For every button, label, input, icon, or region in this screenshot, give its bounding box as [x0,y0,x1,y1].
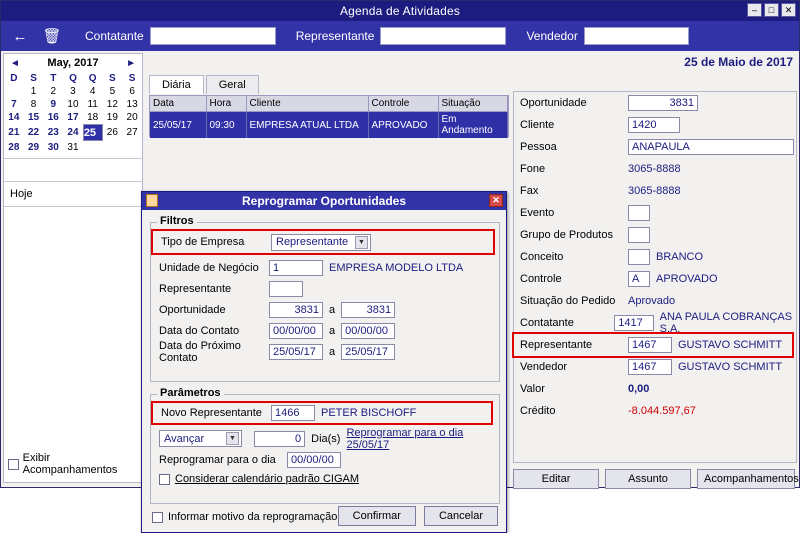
acompanhamentos-button[interactable]: Acompanhamentos [697,469,795,489]
acao-select[interactable] [159,430,242,447]
tipo-empresa-select[interactable] [271,234,371,251]
data-proximo-contato-label: Data do Próximo Contato [159,339,241,364]
novo-representante-row [153,403,491,423]
acao-value: Avançar [164,432,205,445]
calendar-day[interactable]: 29 [27,142,40,153]
dias-input[interactable]: 0 [254,431,305,447]
calendar-week [4,85,142,98]
field-label: Crédito [520,405,556,417]
field-value[interactable] [628,249,650,265]
dialog-icon [146,194,158,207]
calendar-day[interactable]: 5 [109,86,116,97]
field-value[interactable]: 1467 [628,359,672,375]
field-contatante [514,312,796,334]
calendar-day[interactable]: 15 [27,112,40,123]
command-bar [1,21,799,51]
weekday: Q [88,73,97,84]
calendar-day[interactable]: 23 [47,127,59,138]
field-value[interactable]: A [628,271,650,287]
acao-row [151,428,499,449]
field-grupo-produtos [514,224,796,246]
calendar-day[interactable]: 28 [8,142,20,153]
representante-row [151,278,499,299]
maximize-button[interactable]: □ [764,3,779,17]
window-title: Agenda de Atividades [339,4,461,18]
representante-input[interactable] [269,281,303,297]
calendar-day[interactable]: 7 [11,99,17,110]
field-label: Contatante [520,317,574,329]
calendar-day[interactable]: 26 [106,127,118,138]
chevron-down-icon[interactable]: ▼ [355,236,368,249]
calendar-header [4,54,142,72]
dialog-button-row [338,506,498,526]
data-proximo-from-input[interactable]: 25/05/17 [269,344,323,360]
unidade-negocio-label: Unidade de Negócio [159,261,259,274]
field-label: Conceito [520,251,564,263]
calendario-checkbox[interactable] [159,474,170,485]
calendar-day[interactable]: 16 [47,112,59,123]
minimize-button[interactable]: – [747,3,762,17]
calendario-checkbox-row[interactable] [151,470,499,488]
field-value[interactable]: 1420 [628,117,680,133]
cell-situacao: Em Andamento [438,112,508,139]
column-header-data: Data [150,96,206,112]
close-button[interactable]: ✕ [781,3,796,17]
dias-unit-label: Dia(s) [311,432,341,445]
tipo-empresa-value: Representante [276,236,349,248]
calendar-week [4,141,142,154]
calendar-day[interactable]: 12 [106,99,118,110]
field-value: 0,00 [628,383,650,395]
calendar-day[interactable]: 6 [129,86,135,97]
parametros-group-title: Parâmetros [157,387,224,399]
dialog-title: Reprogramar Oportunidades [241,194,407,208]
field-value: 3065-8888 [628,185,681,197]
editar-button[interactable]: Editar [513,469,599,489]
calendar-day[interactable]: 4 [89,86,96,97]
field-value: Aprovado [628,295,676,307]
calendar-week [4,124,142,141]
field-value[interactable]: 3831 [628,95,698,111]
field-label: Fone [520,163,546,175]
calendar-day[interactable]: 19 [106,112,118,123]
calendar-day[interactable]: 2 [50,86,57,97]
motivo-checkbox-row[interactable] [152,508,337,526]
cell-cliente: EMPRESA ATUAL LTDA [246,112,368,139]
weekday: D [10,73,18,84]
calendar-weekday-row [4,72,142,85]
calendar-day[interactable]: 17 [67,112,79,123]
dialog-title-bar [142,192,506,210]
range-separator: a [329,303,336,316]
field-oportunidade [514,92,796,114]
calendar-day[interactable]: 14 [8,112,20,123]
oportunidade-label: Oportunidade [159,303,226,316]
today-divider-bottom [4,206,142,207]
cell-controle: APROVADO [368,112,438,139]
reprogramar-link[interactable]: Reprogramar para o dia 25/05/17 [346,426,464,451]
calendar-prev-icon[interactable]: ◄ [10,57,20,69]
field-label: Valor [520,383,545,395]
calendario-checkbox-label: Considerar calendário padrão CIGAM [175,473,360,485]
column-header-situacao: Situação [438,96,508,112]
weekday: S [128,73,136,84]
motivo-checkbox[interactable] [152,512,163,523]
window-controls [747,3,796,17]
oportunidade-from-input[interactable]: 3831 [269,302,323,318]
calendar-day[interactable]: 27 [126,127,138,138]
weekday: T [50,73,57,84]
filtros-group-title: Filtros [157,215,197,227]
grid-header-row [150,96,508,112]
range-separator: a [329,324,336,337]
reprogramar-dia-row [151,449,499,470]
field-credito [514,400,796,422]
opportunity-detail-form [513,91,797,463]
field-fax [514,180,796,202]
novo-representante-label: Novo Representante [161,407,262,419]
field-value[interactable]: ANAPAULA [628,139,794,155]
field-cliente [514,114,796,136]
column-header-hora: Hora [206,96,246,112]
field-pessoa [514,136,796,158]
arrow-left-icon[interactable]: ← [12,27,28,45]
data-proximo-contato-row [151,341,499,362]
exibir-acompanhamentos-checkbox[interactable] [8,459,19,470]
weekday: Q [69,73,77,84]
activities-grid[interactable] [149,95,509,137]
field-value[interactable] [628,205,650,221]
tab-geral[interactable]: Geral [206,75,259,94]
field-controle [514,268,796,290]
oportunidade-to-input[interactable]: 3831 [341,302,395,318]
page-title: 25 de Maio de 2017 [684,55,793,69]
field-label: Evento [520,207,555,219]
calendar-day[interactable]: 30 [47,142,59,153]
unidade-negocio-description: EMPRESA MODELO LTDA [329,261,464,274]
reprogramar-dia-label: Reprogramar para o dia [159,453,276,466]
tab-diaria[interactable]: Diária [149,75,204,94]
field-value[interactable] [628,227,650,243]
data-proximo-to-input[interactable]: 25/05/17 [341,344,395,360]
calendar-month-label: May, 2017 [47,57,99,69]
reprogramar-dialog [141,191,507,533]
field-label: Controle [520,273,562,285]
field-vendedor [514,356,796,378]
content-area [1,51,800,523]
field-value[interactable]: 1467 [628,337,672,353]
calendar-day[interactable]: 18 [87,112,99,123]
cell-hora: 09:30 [206,112,246,139]
detail-button-row [513,469,797,489]
title-bar [1,1,799,21]
exibir-acompanhamentos-row[interactable] [8,452,142,476]
vendedor-input[interactable] [584,27,689,45]
calendar-day[interactable] [103,141,123,154]
contatante-label: Contatante [85,29,144,43]
calendar-day[interactable]: 13 [126,99,138,110]
dialog-close-button[interactable]: ✕ [489,194,503,207]
novo-representante-description: PETER BISCHOFF [321,407,417,419]
field-label: Oportunidade [520,97,587,109]
representante-input[interactable] [380,27,506,45]
calendar-day[interactable]: 9 [50,99,57,110]
calendar-day[interactable] [122,141,142,154]
vendedor-label: Vendedor [526,29,578,43]
field-value: -8.044.597,67 [628,405,696,417]
field-label: Situação do Pedido [520,295,616,307]
field-label: Representante [520,339,593,351]
field-label: Grupo de Produtos [520,229,613,241]
calendar-day[interactable]: 31 [67,142,79,153]
field-extra: APROVADO [656,273,718,285]
today-button[interactable]: Hoje [10,188,33,200]
field-fone [514,158,796,180]
trash-icon[interactable]: 🗑 [42,28,62,45]
representante-label: Representante [295,29,375,43]
motivo-checkbox-label: Informar motivo da reprogramação [168,511,338,523]
column-header-cliente: Cliente [246,96,368,112]
field-conceito [514,246,796,268]
calendar-day[interactable] [83,141,103,154]
calendar-day[interactable]: 1 [30,86,37,97]
calendar-grid [4,72,142,154]
unidade-negocio-input[interactable]: 1 [269,260,323,276]
calendar-week [4,98,142,111]
calendar-panel [3,53,143,483]
tipo-empresa-label: Tipo de Empresa [161,236,245,248]
assunto-button[interactable]: Assunto [605,469,691,489]
weekday: S [109,73,116,84]
field-representante [514,334,792,356]
data-contato-label: Data do Contato [159,324,240,337]
calendar-next-icon[interactable]: ► [126,57,136,69]
field-extra: GUSTAVO SCHMITT [678,339,783,351]
calendar-day[interactable]: 8 [30,99,37,110]
unidade-negocio-row [151,257,499,278]
exibir-acompanhamentos-label: Exibir Acompanhamentos [22,452,118,476]
field-label: Fax [520,185,539,197]
field-valor [514,378,796,400]
data-contato-to-input[interactable]: 00/00/00 [341,323,395,339]
calendar-day[interactable]: 11 [87,99,98,110]
tipo-empresa-row [153,231,493,253]
filtros-group [150,215,500,382]
field-value[interactable]: 1417 [614,315,653,331]
confirmar-button[interactable]: Confirmar [338,506,416,526]
calendar-day[interactable]: 21 [8,127,20,138]
novo-representante-input[interactable]: 1466 [271,405,315,421]
field-label: Vendedor [520,361,568,373]
calendar-day[interactable]: 20 [126,112,138,123]
field-extra: ANA PAULA COBRANÇAS S.A. [659,311,793,335]
calendar-day-selected[interactable]: 25 [83,124,103,141]
field-value: 3065-8888 [628,163,681,175]
calendar-week [4,111,142,124]
cancelar-button[interactable]: Cancelar [424,506,498,526]
calendar-day[interactable]: 22 [27,127,40,138]
weekday: S [30,73,37,84]
oportunidade-row [151,299,499,320]
field-extra: GUSTAVO SCHMITT [678,361,783,373]
data-contato-from-input[interactable]: 00/00/00 [269,323,323,339]
tab-bar [149,75,261,94]
contatante-input[interactable] [150,27,276,45]
field-extra: BRANCO [656,251,704,263]
field-evento [514,202,796,224]
column-header-controle: Controle [368,96,438,112]
calendar-day[interactable]: 10 [67,99,79,110]
representante-label: Representante [159,282,232,295]
reprogramar-dia-input[interactable]: 00/00/00 [287,452,341,468]
calendar-day[interactable] [4,85,24,98]
field-label: Cliente [520,119,555,131]
chevron-down-icon[interactable]: ▼ [226,432,239,445]
field-situacao-pedido [514,290,796,312]
cell-data: 25/05/17 [150,112,206,139]
range-separator: a [329,345,336,358]
calendar-day[interactable]: 24 [67,127,79,138]
field-label: Pessoa [520,141,557,153]
table-row[interactable] [150,112,508,139]
data-contato-row [151,320,499,341]
calendar-day[interactable]: 3 [70,86,76,97]
